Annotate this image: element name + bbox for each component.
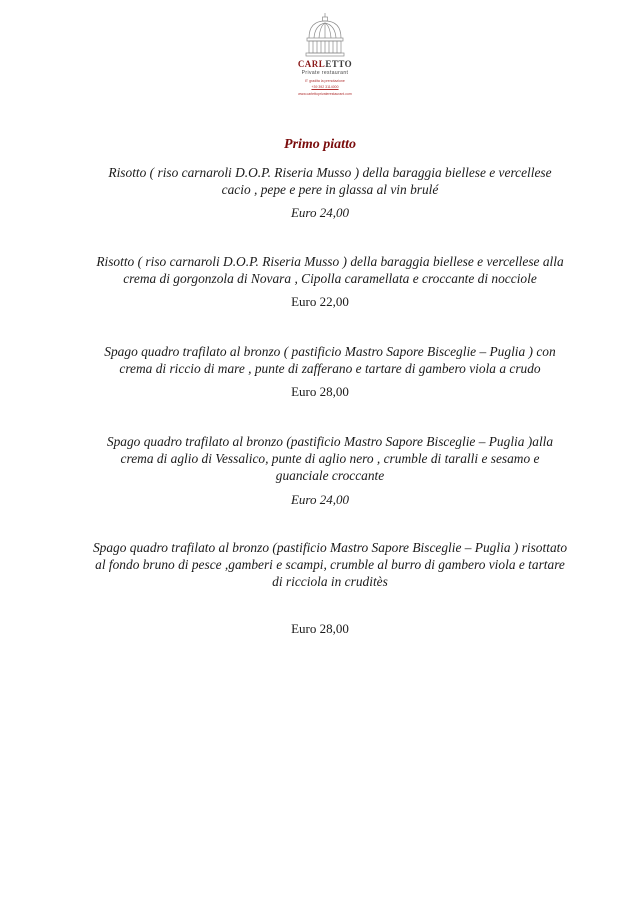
restaurant-subtitle: Private restaurant: [301, 70, 349, 76]
dish-line: crema di gorgonzola di Novara , Cipolla caramellata e croccante di nocciole: [123, 271, 537, 286]
dish-line: Spago quadro trafilato al bronzo (pastificio Mastro Sapore Bisceglie – Puglia ) risottato: [92, 540, 568, 555]
dish-line: Risotto ( riso carnaroli D.O.P. Riseria Musso ) della baraggia biellese e vercellese: [108, 165, 552, 180]
dish-description: [70, 343, 590, 377]
dish-price: Euro 22,00: [291, 294, 349, 309]
dome-building-icon: [303, 12, 347, 58]
dish-line: crema di riccio di mare , punte di zafferano e tartare di gambero viola a crudo: [119, 361, 541, 376]
restaurant-logo: [280, 12, 370, 96]
dish-price: Euro 28,00: [291, 621, 349, 636]
dish-description: [70, 253, 590, 287]
restaurant-name: CARLETTO: [297, 59, 353, 69]
dish-line: crema di aglio di Vessalico, punte di aglio nero , crumble di taralli e sesamo e: [120, 451, 540, 466]
dish-description: [70, 539, 590, 590]
dish-line: di ricciola in cruditès: [272, 574, 388, 589]
dish-line: cacio , pepe e pere in glassa al vin brulé: [221, 182, 439, 197]
section-title: Primo piatto: [284, 137, 356, 152]
phone-number[interactable]: +39 392 3114000: [311, 85, 339, 89]
dish-price: Euro 24,00: [290, 492, 350, 507]
dish-line: al fondo bruno di pesce ,gamberi e scampi, crumble al burro di gambero viola e tartare: [95, 557, 565, 572]
dish-line: Risotto ( riso carnaroli D.O.P. Riseria Musso ) della baraggia biellese e vercellese alla: [96, 254, 564, 269]
dish-price: Euro 28,00: [291, 384, 349, 399]
dish-description: [70, 164, 590, 198]
dish-line: guanciale croccante: [275, 468, 385, 483]
website-link[interactable]: www.carlettoprivaterestaurant.com: [298, 92, 352, 96]
reservation-note: E' gradita la prenotazione: [305, 79, 345, 83]
dish-line: Spago quadro trafilato al bronzo ( pastificio Mastro Sapore Bisceglie – Puglia ) con: [104, 344, 556, 359]
dish-line: Spago quadro trafilato al bronzo (pastificio Mastro Sapore Bisceglie – Puglia )alla: [106, 434, 554, 449]
dish-description: [70, 433, 590, 484]
dish-price: Euro 24,00: [290, 205, 350, 220]
